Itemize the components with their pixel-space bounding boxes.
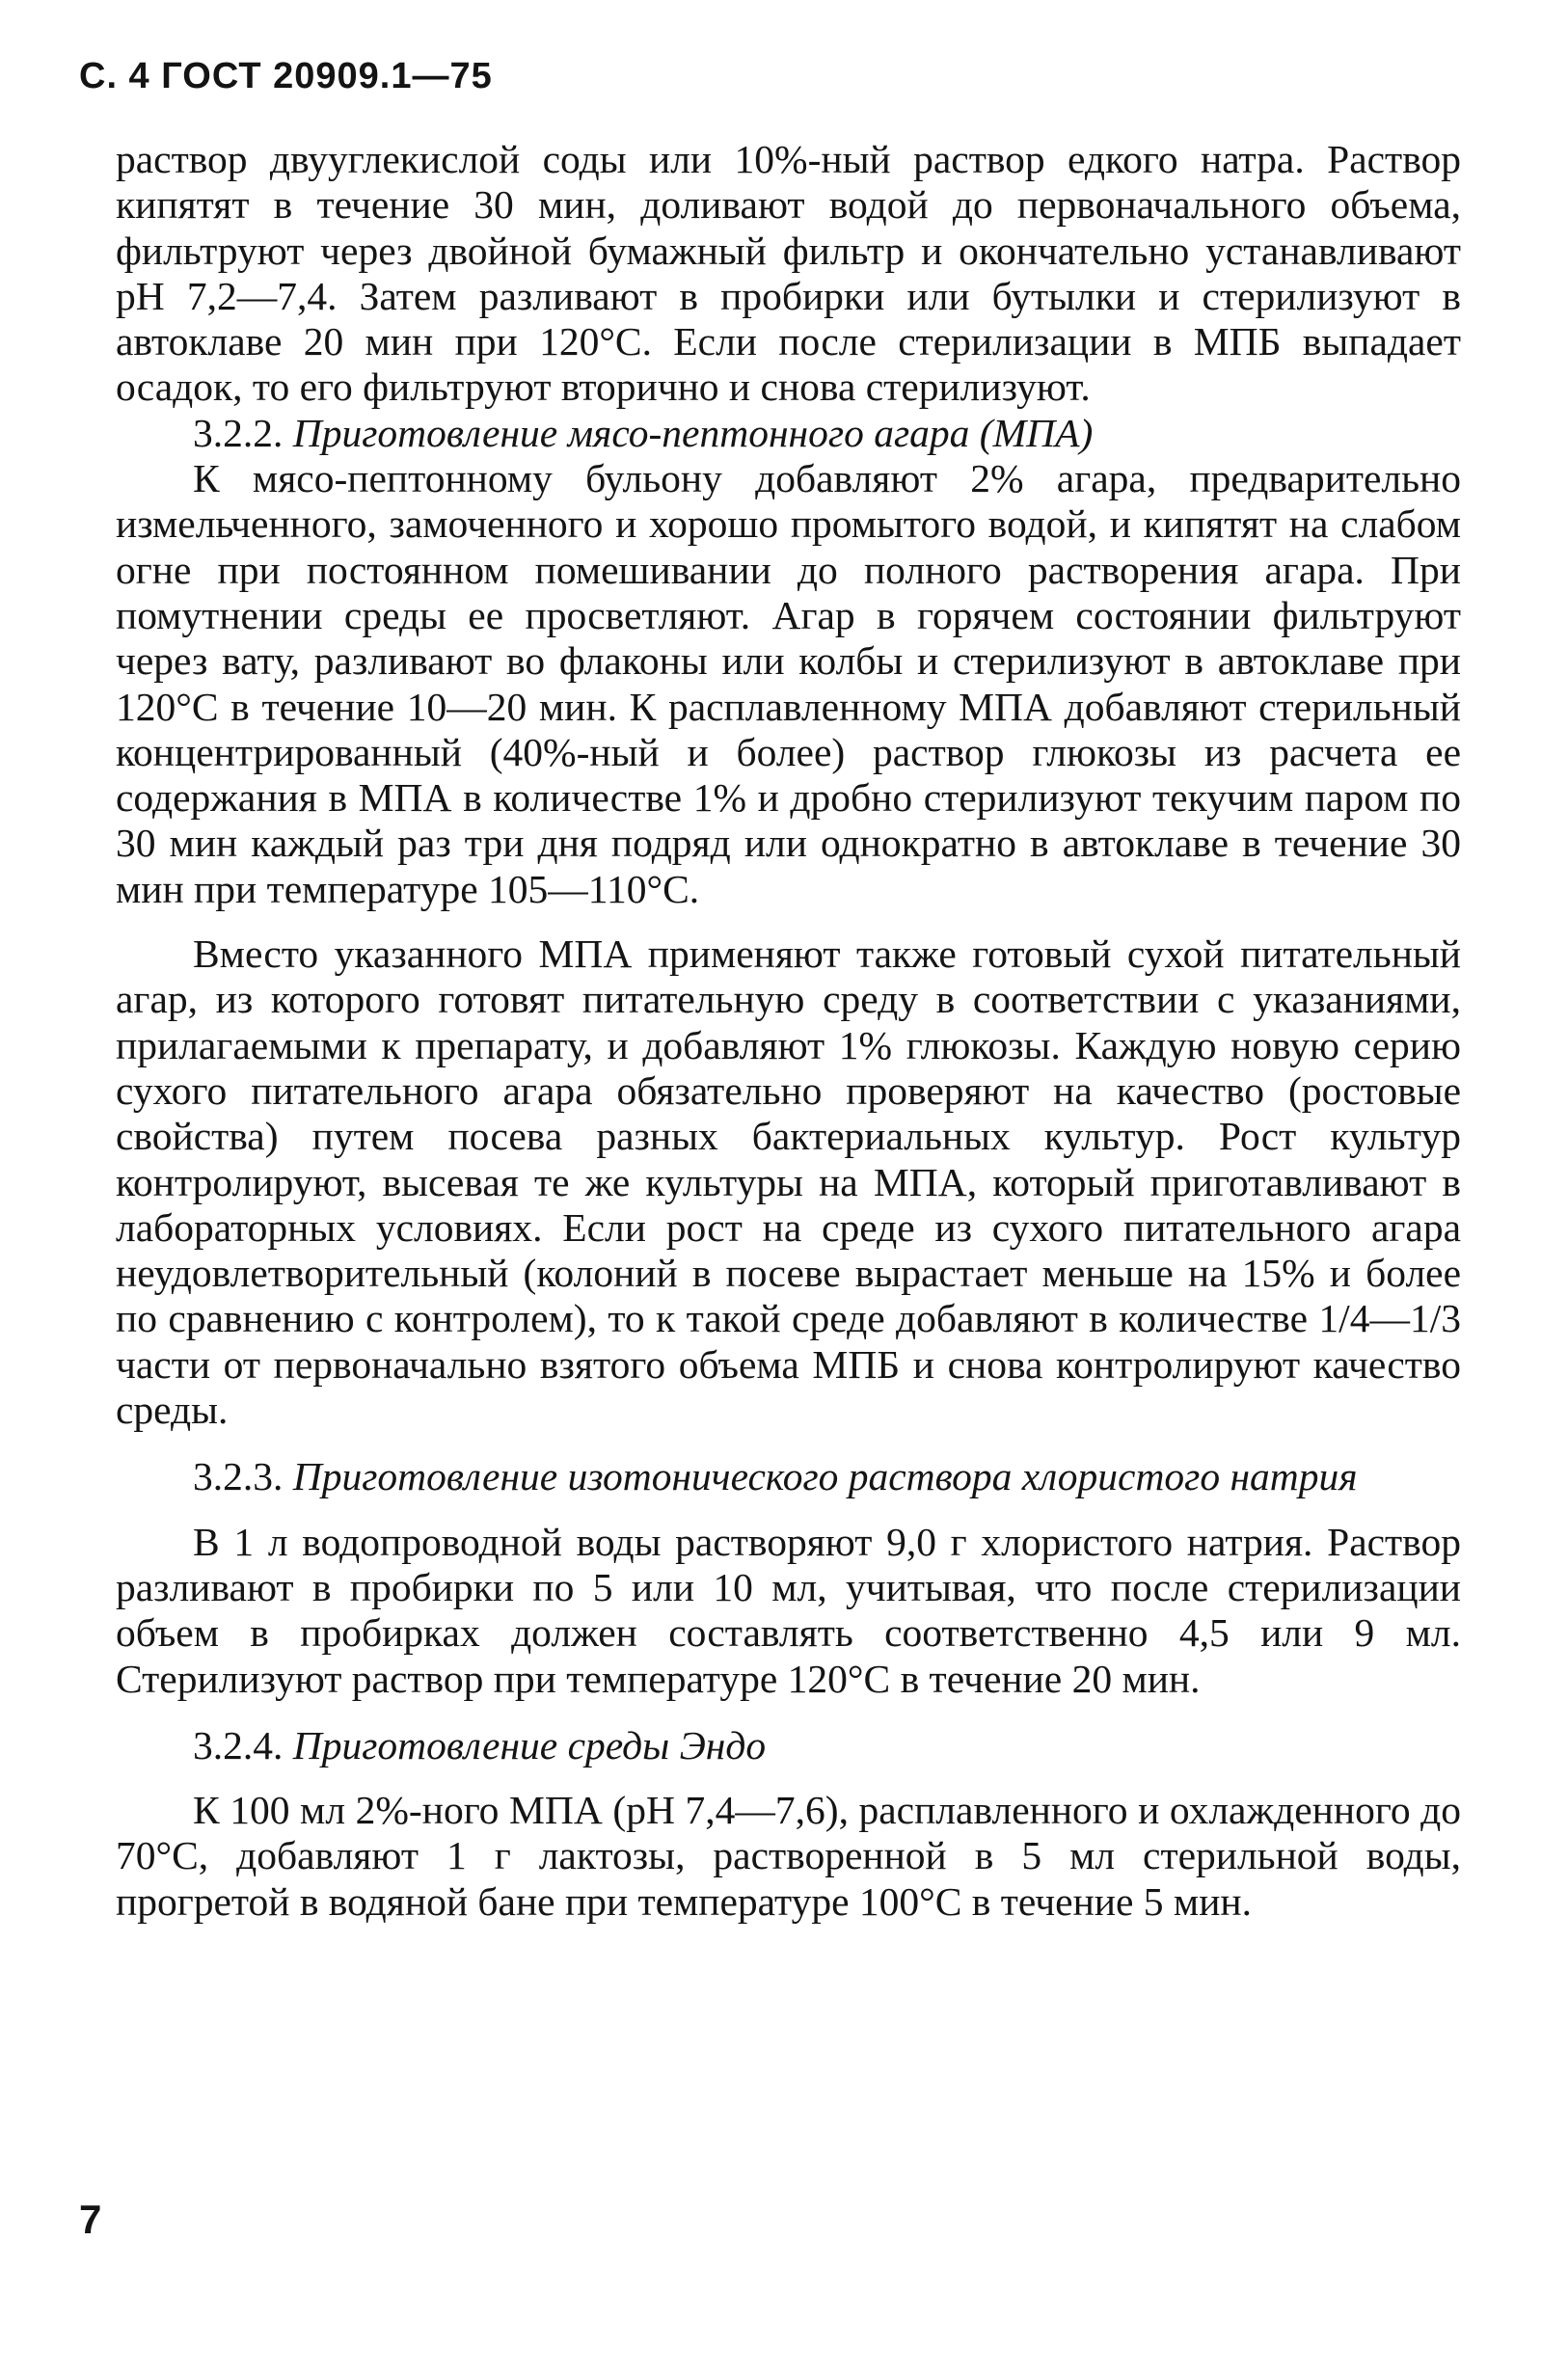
section-title: Приготовление мясо-пептонного агара (МПА) bbox=[292, 410, 1094, 455]
section-number: 3.2.3. bbox=[193, 1454, 284, 1499]
section-number: 3.2.2. bbox=[193, 410, 284, 455]
section-title: Приготовление изотонического раствора хлористого натрия bbox=[292, 1454, 1358, 1499]
paragraph-saline-solution: В 1 л водопроводной воды растворяют 9,0 г хлористого натрия. Раствор разливают в пробирки по 5 или 10 мл, учитывая, что после стерилизации объем в пробирках должен составлять соответственно 4,5 или 9 мл. Стерилизуют раствор при температуре 120°С в течение 20 мин. bbox=[116, 1519, 1461, 1701]
body-text bbox=[116, 137, 1461, 1925]
paragraph-continuation: раствор двууглекислой соды или 10%-ный раствор едкого натра. Раствор кипятят в течение 30 мин, доливают водой до первоначального объема, фильтруют через двойной бумажный фильтр и окончательно устанавливают pH 7,2—7,4. Затем разливают в пробирки или бутылки и стерилизуют в автоклаве 20 мин при 120°С. Если после стерилизации в МПБ выпадает осадок, то его фильтруют вторично и снова стерилизуют. bbox=[116, 137, 1461, 410]
section-heading-3-2-4 bbox=[116, 1723, 1461, 1768]
paragraph-mpa-preparation: К мясо-пептонному бульону добавляют 2% агара, предварительно измельченного, замоченного и хорошо промытого водой, и кипятят на слабом огне при постоянном помешивании до полного растворения агара. При помутнении среды ее просветляют. Агар в горячем состоянии фильтруют через вату, разливают во флаконы или колбы и стерилизуют в автоклаве при 120°С в течение 10—20 мин. К расплавленному МПА добавляют стерильный концентрированный (40%-ный и более) раствор глюкозы из расчета ее содержания в МПА в количестве 1% и дробно стерилизуют текучим паром по 30 мин каждый раз три дня подряд или однократно в автоклаве в течение 30 мин при температуре 105—110°С. bbox=[116, 456, 1461, 911]
section-heading-3-2-3 bbox=[116, 1454, 1461, 1499]
section-number: 3.2.4. bbox=[193, 1722, 284, 1768]
paragraph-endo-medium: К 100 мл 2%-ного МПА (pH 7,4—7,6), расплавленного и охлажденного до 70°С, добавляют 1 г лактозы, растворенной в 5 мл стерильной воды, прогретой в водяной бане при температуре 100°С в течение 5 мин. bbox=[116, 1788, 1461, 1924]
page-number: 7 bbox=[79, 2197, 102, 2242]
section-title: Приготовление среды Эндо bbox=[292, 1722, 767, 1768]
section-heading-3-2-2 bbox=[116, 411, 1461, 456]
page-header: С. 4 ГОСТ 20909.1—75 bbox=[79, 56, 493, 96]
paragraph-dry-agar: Вместо указанного МПА применяют также готовый сухой питательный агар, из которого готовят питательную среду в соответствии с указаниями, прилагаемыми к препарату, и добавляют 1% глюкозы. Каждую новую серию сухого питательного агара обязательно проверяют на качество (ростовые свойства) путем посева разных бактериальных культур. Рост культур контролируют, высевая те же культуры на МПА, который приготавливают в лабораторных условиях. Если рост на среде из сухого питательного агара неудовлетворительный (колоний в посеве вырастает меньше на 15% и более по сравнению с контролем), то к такой среде добавляют в количестве 1/4—1/3 части от первоначально взятого объема МПБ и снова контролируют качество среды. bbox=[116, 931, 1461, 1433]
